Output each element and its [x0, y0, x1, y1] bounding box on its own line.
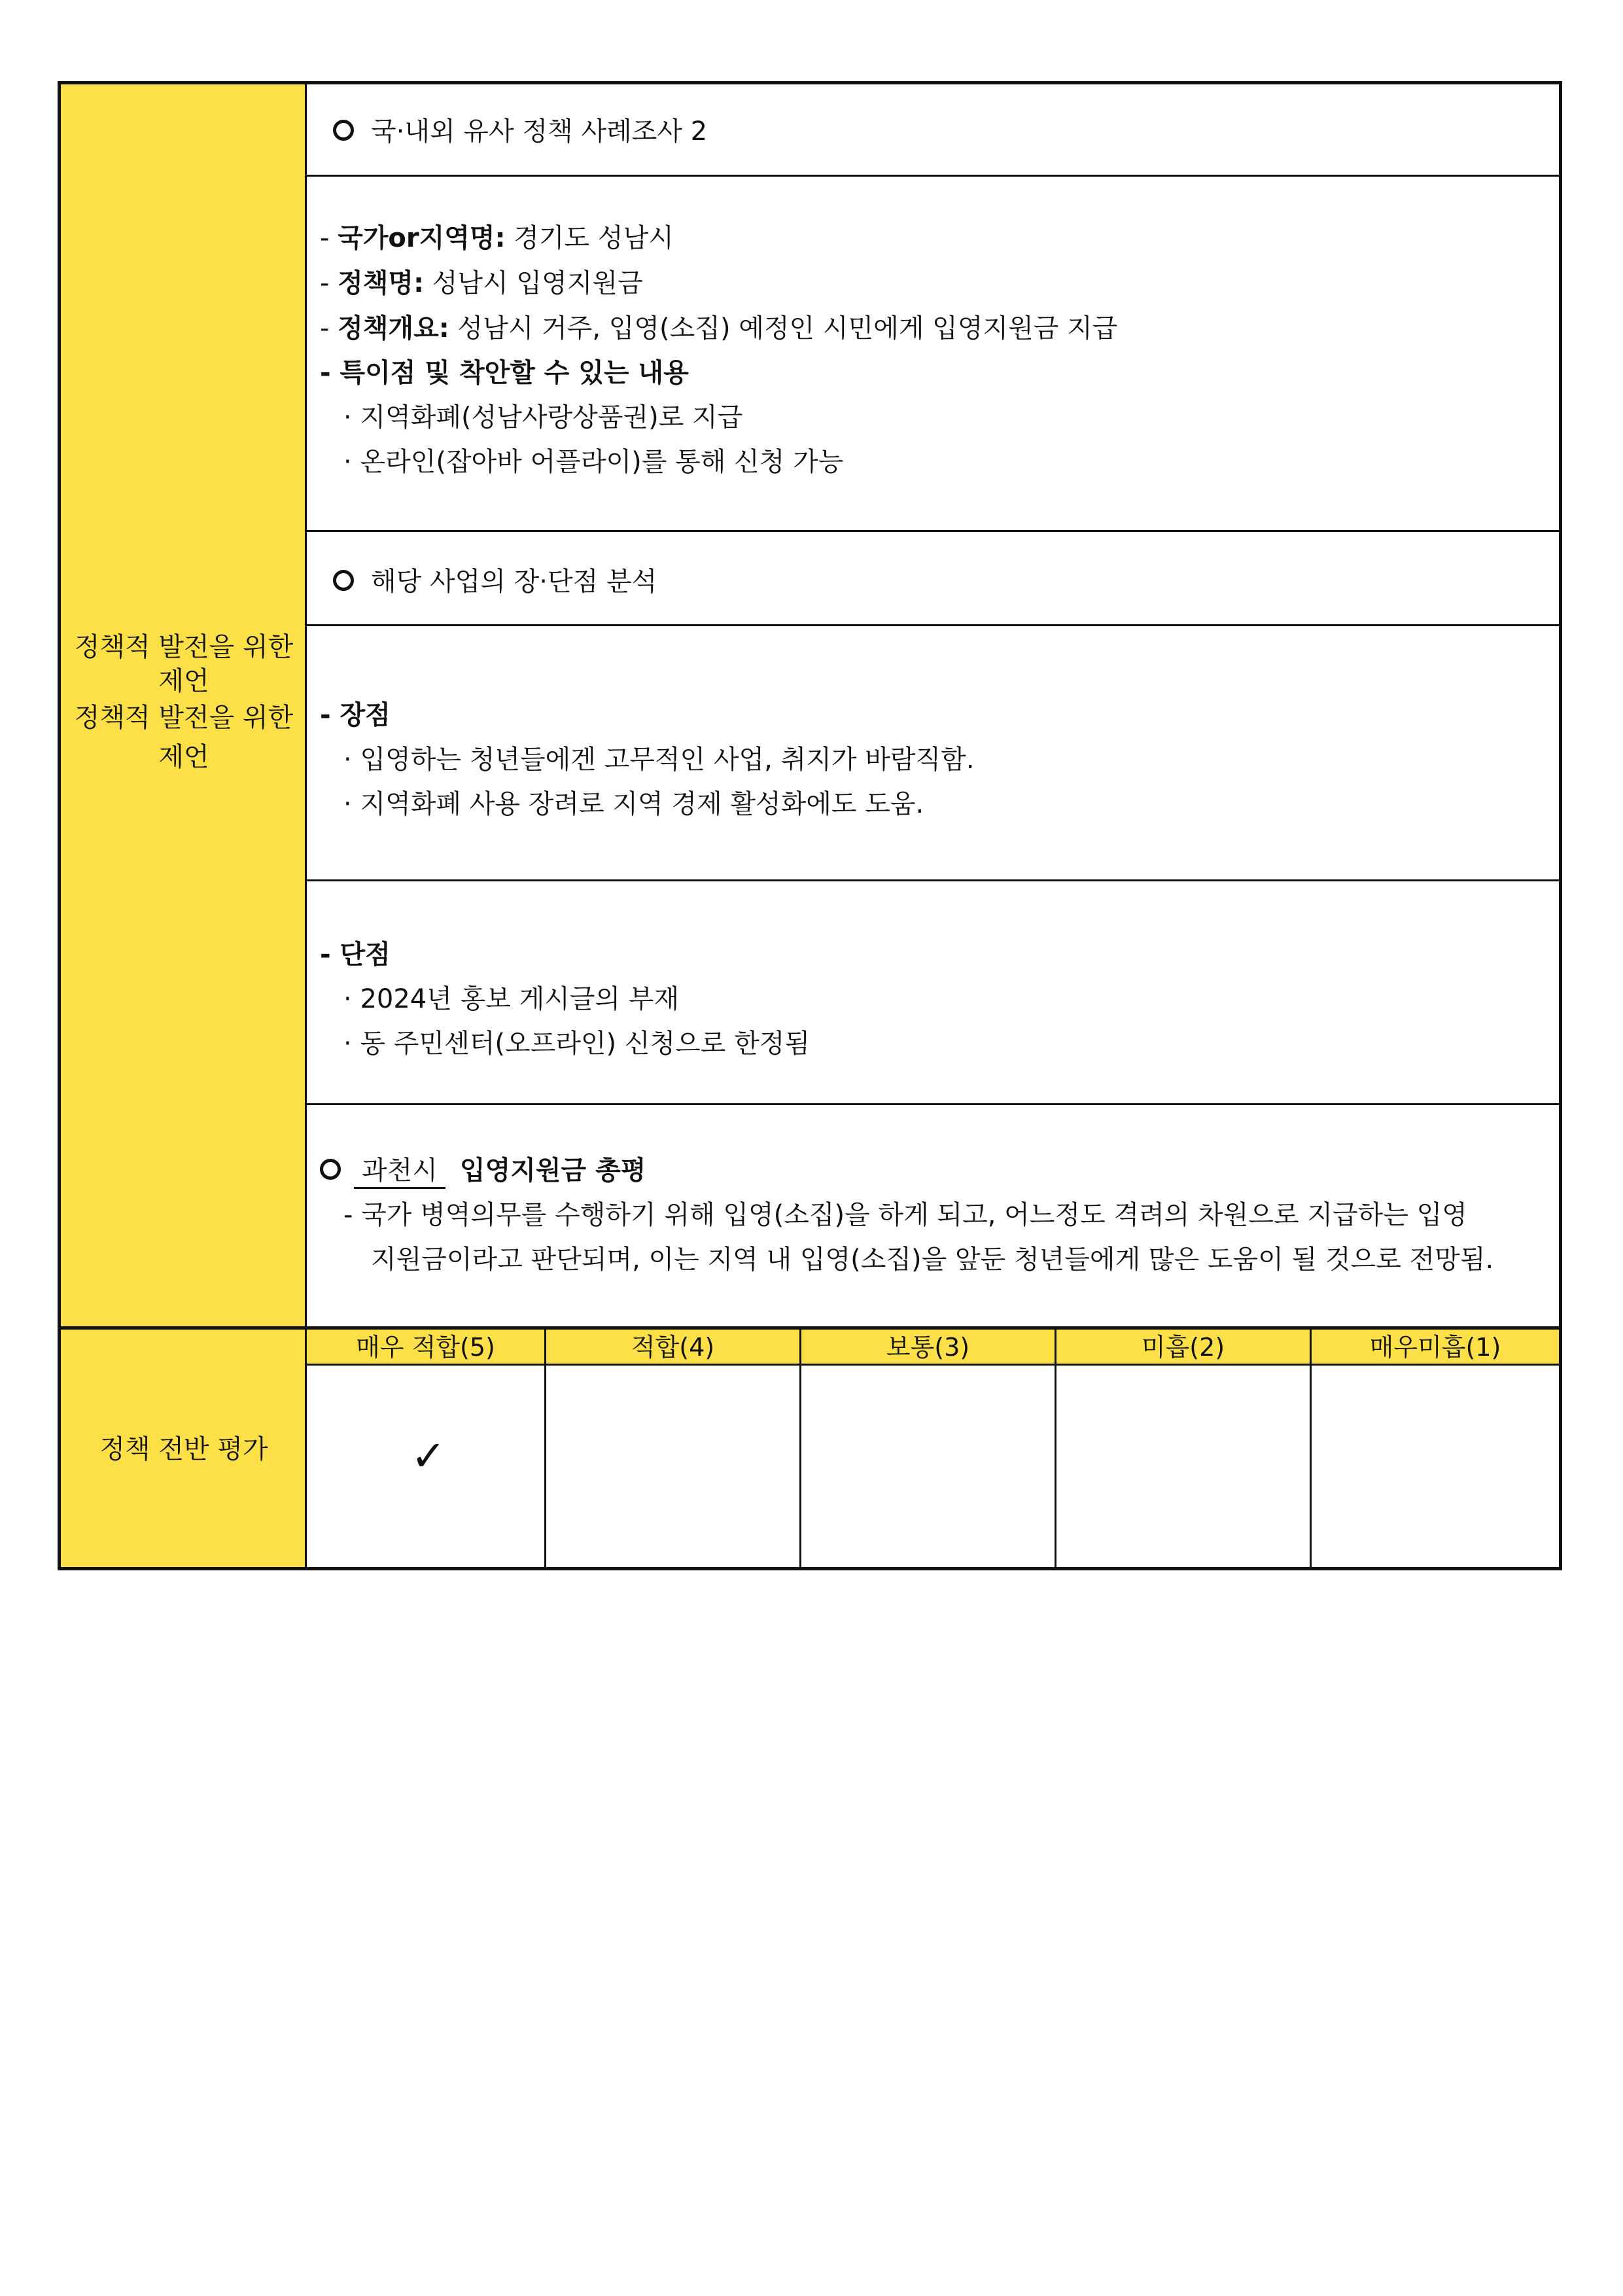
- cons-item: · 2024년 홍보 게시글의 부재: [343, 984, 680, 1014]
- rating-divider: [544, 1366, 546, 1567]
- cons-cell: [307, 881, 1559, 1105]
- notable-row: - 특이점 및 착안할 수 있는 내용: [320, 358, 689, 388]
- summary-city: 과천시: [354, 1150, 445, 1189]
- country-value: 경기도 성남시: [505, 223, 674, 253]
- rating-option-2: 미흡(2): [1056, 1330, 1312, 1366]
- policy-row: - 정책명: 성남시 입영지원금: [320, 268, 643, 298]
- summary-cell: [307, 1105, 1559, 1326]
- circle-bullet-icon: [333, 120, 354, 141]
- overview-value: 성남시 거주, 입영(소집) 예정인 시민에게 입영지원금 지급: [449, 313, 1118, 344]
- proposal-label-line2: 제언: [158, 666, 209, 696]
- case-study-heading-text: 국·내외 유사 정책 사례조사 2: [371, 116, 708, 147]
- analysis-heading: [333, 561, 657, 598]
- policy-table: [58, 81, 1562, 1570]
- country-label: 국가or지역명:: [338, 223, 506, 253]
- pros-cell: [307, 626, 1559, 881]
- proposal-label-line4: 제언: [158, 742, 209, 772]
- analysis-heading-text: 해당 사업의 장·단점 분석: [371, 567, 657, 597]
- overall-label: 정책 전반 평가: [99, 1434, 268, 1464]
- rating-divider: [1310, 1366, 1312, 1567]
- rating-option-4: 적합(4): [546, 1330, 801, 1366]
- proposal-label-line1: 정책적 발전을 위한: [74, 632, 294, 662]
- summary-title: 입영지원금 총평: [460, 1156, 646, 1186]
- summary-heading: [320, 1150, 646, 1189]
- case-study-body-cell: [307, 177, 1559, 532]
- overall-label-cell: [61, 1326, 307, 1567]
- rating-divider: [799, 1366, 801, 1567]
- summary-line2: 지원금이라고 판단되며, 이는 지역 내 입영(소집)을 앞둔 청년들에게 많은 도움이 될 것으로 전망됨.: [371, 1245, 1494, 1275]
- notable-item: · 지역화폐(성남사랑상품권)로 지급: [343, 402, 743, 433]
- case-study-heading-cell: [307, 84, 1559, 177]
- rating-option-5: 매우 적합(5): [307, 1330, 546, 1366]
- rating-option-1: 매우미흡(1): [1369, 1333, 1501, 1362]
- rating-divider: [1055, 1366, 1056, 1567]
- cons-label: - 단점: [320, 940, 391, 970]
- overview-label: 정책개요:: [338, 313, 449, 344]
- notable-item: · 온라인(잡아바 어플라이)를 통해 신청 가능: [343, 447, 844, 477]
- case-study-heading: [333, 111, 707, 148]
- pros-item: · 입영하는 청년들에겐 고무적인 사업, 취지가 바람직함.: [343, 745, 975, 775]
- proposal-label-cell: [61, 84, 307, 1326]
- rating-option-3: 보통(3): [801, 1330, 1056, 1366]
- analysis-heading-cell: [307, 532, 1559, 626]
- notable-label: 특이점 및 착안할 수 있는 내용: [340, 358, 689, 388]
- pros-label: - 장점: [320, 700, 391, 730]
- rating-check-icon: ✓: [411, 1432, 446, 1481]
- overview-row: - 정책개요: 성남시 거주, 입영(소집) 예정인 시민에게 입영지원금 지급: [320, 313, 1118, 344]
- pros-item: · 지역화폐 사용 장려로 지역 경제 활성화에도 도움.: [343, 789, 924, 819]
- circle-bullet-icon: [333, 570, 354, 591]
- circle-bullet-icon: [320, 1159, 341, 1180]
- cons-item: · 동 주민센터(오프라인) 신청으로 한정됨: [343, 1029, 811, 1059]
- country-row: - 국가or지역명: 경기도 성남시: [320, 223, 674, 253]
- policy-value: 성남시 입영지원금: [424, 268, 643, 298]
- summary-line1: - 국가 병역의무를 수행하기 위해 입영(소집)을 하게 되고, 어느정도 격려의 차원으로 지급하는 입영: [343, 1200, 1467, 1230]
- proposal-label-line3: 정책적 발전을 위한: [74, 703, 294, 733]
- rating-header: [307, 1326, 1559, 1366]
- policy-label: 정책명:: [338, 268, 425, 298]
